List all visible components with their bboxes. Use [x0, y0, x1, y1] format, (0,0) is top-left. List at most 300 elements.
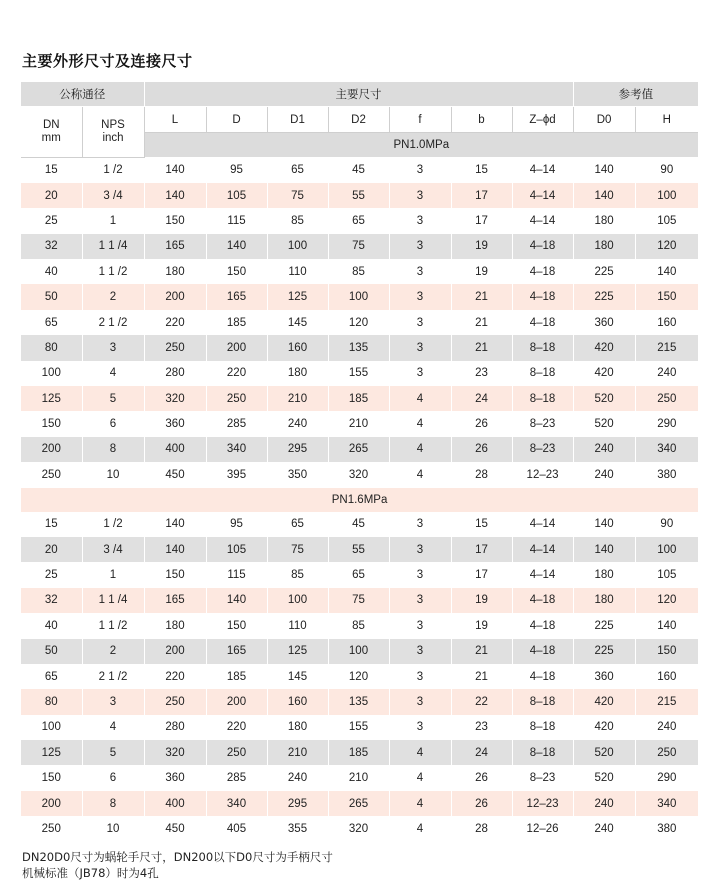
header-nps-label: NPS [101, 118, 125, 131]
table-cell: 15 [451, 157, 512, 183]
table-cell: 150 [635, 284, 698, 309]
table-cell: 380 [635, 816, 698, 841]
note-line: DN20D0尺寸为蜗轮手尺寸，DN200以下D0尺寸为手柄尺寸 [22, 850, 333, 864]
table-cell: 2 1 /2 [82, 664, 144, 689]
table-row [21, 639, 698, 664]
table-cell: 140 [573, 512, 635, 537]
table-cell: 12–26 [512, 816, 573, 841]
table-cell: 3 [389, 208, 451, 233]
table-cell: 6 [82, 411, 144, 436]
table-cell: 215 [635, 689, 698, 714]
table-cell: 75 [328, 234, 389, 259]
table-cell: 28 [451, 462, 512, 487]
table-cell: 210 [328, 411, 389, 436]
table-row [21, 259, 698, 284]
table-cell: 185 [328, 386, 389, 411]
table-cell: 25 [21, 208, 82, 233]
table-cell: 120 [328, 310, 389, 335]
table-cell: 400 [144, 791, 206, 816]
table-cell: 3 [389, 664, 451, 689]
table-cell: 4–18 [512, 639, 573, 664]
table-cell: 25 [21, 562, 82, 587]
table-cell: 240 [635, 715, 698, 740]
table-cell: 250 [635, 386, 698, 411]
table-cell: 4–14 [512, 183, 573, 208]
table-cell: 19 [451, 259, 512, 284]
table-cell: 4 [82, 361, 144, 386]
table-cell: 23 [451, 715, 512, 740]
table-cell: 450 [144, 816, 206, 841]
table-cell: 1 1 /4 [82, 588, 144, 613]
table-cell: 1 1 /2 [82, 613, 144, 638]
table-cell: 3 [389, 335, 451, 360]
table-cell: 150 [206, 259, 267, 284]
table-cell: 240 [267, 765, 328, 790]
table-cell: 350 [267, 462, 328, 487]
table-row [21, 437, 698, 462]
table-cell: 12–23 [512, 462, 573, 487]
table-cell: 20 [21, 537, 82, 562]
note-line: 机械标准（JB78）时为4孔 [22, 866, 159, 880]
header-col-l: L [144, 107, 206, 133]
table-cell: 85 [328, 259, 389, 284]
table-cell: 340 [206, 791, 267, 816]
table-cell: 155 [328, 361, 389, 386]
table-cell: 12–23 [512, 791, 573, 816]
table-cell: 160 [267, 335, 328, 360]
table-cell: 3 [389, 157, 451, 183]
table-cell: 320 [328, 462, 389, 487]
table-cell: 250 [635, 740, 698, 765]
table-cell: 55 [328, 183, 389, 208]
table-cell: 3 [389, 689, 451, 714]
table-cell: 4–18 [512, 284, 573, 309]
table-cell: 180 [144, 613, 206, 638]
table-cell: 8–23 [512, 765, 573, 790]
table-cell: 90 [635, 157, 698, 183]
header-nps [82, 107, 144, 158]
table-cell: 220 [206, 715, 267, 740]
table-cell: 280 [144, 715, 206, 740]
table-cell: 8–18 [512, 361, 573, 386]
header-nps-unit: inch [102, 131, 124, 144]
table-row [21, 791, 698, 816]
table-cell: 3 [389, 361, 451, 386]
table-cell: 265 [328, 437, 389, 462]
table-cell: 120 [635, 234, 698, 259]
table-cell: 125 [21, 740, 82, 765]
table-cell: 40 [21, 613, 82, 638]
header-col-d0: D0 [573, 107, 635, 133]
table-cell: 32 [21, 588, 82, 613]
header-nominal-diameter: 公称通径 [21, 82, 144, 107]
table-cell: 26 [451, 765, 512, 790]
table-cell: 5 [82, 386, 144, 411]
table-cell: 360 [573, 310, 635, 335]
table-cell: 150 [21, 411, 82, 436]
table-cell: 355 [267, 816, 328, 841]
table-cell: 225 [573, 259, 635, 284]
table-cell: 45 [328, 157, 389, 183]
table-cell: 320 [144, 740, 206, 765]
table-cell: 3 [389, 715, 451, 740]
table-cell: 420 [573, 715, 635, 740]
table-cell: 140 [635, 613, 698, 638]
table-row [21, 512, 698, 537]
table-cell: 8 [82, 437, 144, 462]
table-cell: 105 [206, 183, 267, 208]
table-cell: 220 [206, 361, 267, 386]
table-cell: 15 [451, 512, 512, 537]
table-cell: 23 [451, 361, 512, 386]
table-cell: 240 [573, 816, 635, 841]
table-cell: 140 [635, 259, 698, 284]
table-cell: 55 [328, 537, 389, 562]
table-cell: 3 [389, 613, 451, 638]
table-cell: 290 [635, 411, 698, 436]
table-cell: 105 [635, 208, 698, 233]
table-row [21, 310, 698, 335]
table-cell: 2 [82, 639, 144, 664]
table-cell: 28 [451, 816, 512, 841]
table-cell: 100 [328, 284, 389, 309]
table-row [21, 613, 698, 638]
table-cell: 15 [21, 157, 82, 183]
header-col-d2: D2 [328, 107, 389, 133]
table-cell: 6 [82, 765, 144, 790]
dimension-table [21, 82, 698, 842]
table-cell: 4 [389, 791, 451, 816]
table-cell: 140 [206, 234, 267, 259]
header-col-d1: D1 [267, 107, 328, 133]
table-cell: 180 [573, 588, 635, 613]
table-row [21, 562, 698, 587]
table-cell: 3 /4 [82, 183, 144, 208]
header-col-d: D [206, 107, 267, 133]
table-cell: 32 [21, 234, 82, 259]
table-cell: 4–18 [512, 259, 573, 284]
table-cell: 125 [21, 386, 82, 411]
table-cell: 265 [328, 791, 389, 816]
table-cell: 420 [573, 335, 635, 360]
table-cell: 295 [267, 437, 328, 462]
table-cell: 180 [573, 234, 635, 259]
table-cell: 8–23 [512, 437, 573, 462]
table-cell: 115 [206, 208, 267, 233]
table-cell: 240 [267, 411, 328, 436]
table-cell: 120 [635, 588, 698, 613]
table-cell: 200 [144, 639, 206, 664]
section-label-pn16: PN1.6MPa [21, 488, 698, 512]
table-cell: 20 [21, 183, 82, 208]
table-cell: 280 [144, 361, 206, 386]
table-cell: 180 [267, 361, 328, 386]
table-cell: 140 [144, 157, 206, 183]
table-cell: 65 [21, 310, 82, 335]
table-cell: 4 [82, 715, 144, 740]
table-cell: 200 [206, 689, 267, 714]
table-cell: 450 [144, 462, 206, 487]
header-reference-values: 参考值 [573, 82, 698, 107]
table-cell: 1 /2 [82, 157, 144, 183]
table-row [21, 816, 698, 841]
table-cell: 140 [144, 183, 206, 208]
table-cell: 290 [635, 765, 698, 790]
table-row [21, 284, 698, 309]
table-cell: 2 1 /2 [82, 310, 144, 335]
table-cell: 180 [573, 562, 635, 587]
table-cell: 250 [206, 386, 267, 411]
section-pn16-body [21, 512, 698, 842]
table-cell: 250 [144, 689, 206, 714]
table-cell: 65 [328, 208, 389, 233]
table-cell: 395 [206, 462, 267, 487]
table-cell: 285 [206, 765, 267, 790]
header-dn-label: DN [42, 118, 60, 131]
table-cell: 1 1 /2 [82, 259, 144, 284]
table-cell: 400 [144, 437, 206, 462]
header-dn-unit: mm [41, 131, 61, 144]
table-cell: 285 [206, 411, 267, 436]
table-cell: 380 [635, 462, 698, 487]
table-cell: 105 [635, 562, 698, 587]
table-cell: 3 [389, 259, 451, 284]
table-cell: 45 [328, 512, 389, 537]
table-row [21, 335, 698, 360]
table-row [21, 234, 698, 259]
table-cell: 4–18 [512, 613, 573, 638]
table-cell: 240 [573, 791, 635, 816]
table-cell: 8–18 [512, 740, 573, 765]
table-cell: 320 [144, 386, 206, 411]
table-cell: 19 [451, 234, 512, 259]
table-cell: 250 [21, 462, 82, 487]
table-cell: 8–18 [512, 386, 573, 411]
table-cell: 100 [635, 537, 698, 562]
table-cell: 100 [21, 361, 82, 386]
table-cell: 4 [389, 816, 451, 841]
table-cell: 65 [328, 562, 389, 587]
table-cell: 75 [267, 537, 328, 562]
table-cell: 4–14 [512, 562, 573, 587]
table-cell: 140 [573, 157, 635, 183]
table-cell: 150 [21, 765, 82, 790]
table-cell: 2 [82, 284, 144, 309]
table-cell: 240 [573, 437, 635, 462]
table-cell: 220 [144, 310, 206, 335]
table-cell: 22 [451, 689, 512, 714]
table-cell: 3 [389, 639, 451, 664]
table-cell: 4 [389, 765, 451, 790]
table-cell: 24 [451, 386, 512, 411]
table-cell: 95 [206, 512, 267, 537]
table-cell: 180 [573, 208, 635, 233]
table-cell: 250 [144, 335, 206, 360]
table-row [21, 157, 698, 183]
table-cell: 520 [573, 411, 635, 436]
table-cell: 85 [267, 562, 328, 587]
table-cell: 4–18 [512, 664, 573, 689]
table-cell: 140 [144, 512, 206, 537]
table-cell: 225 [573, 613, 635, 638]
header-col-b: b [451, 107, 512, 133]
table-cell: 250 [21, 816, 82, 841]
table-cell: 26 [451, 791, 512, 816]
table-cell: 80 [21, 689, 82, 714]
table-cell: 200 [144, 284, 206, 309]
table-cell: 8–18 [512, 715, 573, 740]
table-cell: 4 [389, 740, 451, 765]
table-cell: 4–14 [512, 157, 573, 183]
table-cell: 4–14 [512, 537, 573, 562]
table-cell: 26 [451, 437, 512, 462]
table-cell: 3 [389, 183, 451, 208]
table-cell: 95 [206, 157, 267, 183]
table-cell: 3 [389, 234, 451, 259]
table-cell: 240 [635, 361, 698, 386]
table-cell: 100 [328, 639, 389, 664]
table-cell: 3 [389, 588, 451, 613]
table-cell: 17 [451, 183, 512, 208]
table-cell: 100 [635, 183, 698, 208]
table-cell: 75 [328, 588, 389, 613]
table-cell: 140 [144, 537, 206, 562]
table-cell: 4 [389, 411, 451, 436]
table-cell: 50 [21, 639, 82, 664]
table-cell: 180 [144, 259, 206, 284]
table-cell: 135 [328, 689, 389, 714]
table-row [21, 664, 698, 689]
table-cell: 320 [328, 816, 389, 841]
table-cell: 19 [451, 613, 512, 638]
table-cell: 145 [267, 664, 328, 689]
table-cell: 520 [573, 386, 635, 411]
header-col-z-phi-d: Z–ϕd [512, 107, 573, 133]
table-cell: 1 [82, 562, 144, 587]
table-cell: 3 [389, 562, 451, 587]
table-cell: 24 [451, 740, 512, 765]
table-cell: 4–18 [512, 310, 573, 335]
table-cell: 210 [267, 740, 328, 765]
table-cell: 4 [389, 386, 451, 411]
table-cell: 3 [389, 537, 451, 562]
table-cell: 220 [144, 664, 206, 689]
header-dn [21, 107, 82, 158]
table-cell: 21 [451, 310, 512, 335]
table-cell: 3 [389, 284, 451, 309]
table-row [21, 588, 698, 613]
table-row [21, 765, 698, 790]
table-cell: 165 [206, 284, 267, 309]
table-cell: 150 [144, 208, 206, 233]
table-cell: 340 [635, 791, 698, 816]
table-cell: 90 [635, 512, 698, 537]
table-cell: 340 [635, 437, 698, 462]
table-cell: 85 [267, 208, 328, 233]
table-cell: 160 [635, 310, 698, 335]
table-cell: 80 [21, 335, 82, 360]
table-cell: 4–18 [512, 588, 573, 613]
table-cell: 65 [21, 664, 82, 689]
table-cell: 21 [451, 664, 512, 689]
table-cell: 5 [82, 740, 144, 765]
table-cell: 1 /2 [82, 512, 144, 537]
table-cell: 4–14 [512, 512, 573, 537]
table-cell: 75 [267, 183, 328, 208]
table-row [21, 411, 698, 436]
table-cell: 185 [328, 740, 389, 765]
table-cell: 295 [267, 791, 328, 816]
table-cell: 210 [328, 765, 389, 790]
table-cell: 15 [21, 512, 82, 537]
table-cell: 420 [573, 361, 635, 386]
table-row [21, 361, 698, 386]
table-cell: 360 [144, 411, 206, 436]
section-label-pn10: PN1.0MPa [144, 133, 698, 158]
table-row [21, 386, 698, 411]
table-cell: 520 [573, 765, 635, 790]
table-cell: 110 [267, 259, 328, 284]
table-cell: 4 [389, 462, 451, 487]
table-cell: 520 [573, 740, 635, 765]
table-cell: 200 [21, 437, 82, 462]
table-cell: 85 [328, 613, 389, 638]
table-cell: 21 [451, 335, 512, 360]
table-cell: 360 [144, 765, 206, 790]
table-cell: 65 [267, 512, 328, 537]
table-cell: 240 [573, 462, 635, 487]
table-cell: 100 [267, 588, 328, 613]
table-cell: 21 [451, 284, 512, 309]
table-cell: 17 [451, 537, 512, 562]
table-cell: 10 [82, 462, 144, 487]
table-cell: 8 [82, 791, 144, 816]
table-cell: 200 [206, 335, 267, 360]
table-cell: 1 1 /4 [82, 234, 144, 259]
table-cell: 250 [206, 740, 267, 765]
table-row [21, 740, 698, 765]
table-row [21, 689, 698, 714]
section-divider [21, 488, 698, 512]
table-cell: 125 [267, 284, 328, 309]
table-cell: 140 [206, 588, 267, 613]
table-cell: 185 [206, 310, 267, 335]
table-cell: 420 [573, 689, 635, 714]
table-cell: 165 [206, 639, 267, 664]
table-cell: 17 [451, 208, 512, 233]
table-cell: 40 [21, 259, 82, 284]
page-title: 主要外形尺寸及连接尺寸 [22, 52, 193, 70]
table-cell: 110 [267, 613, 328, 638]
table-cell: 8–23 [512, 411, 573, 436]
header-main-dimensions: 主要尺寸 [144, 82, 573, 107]
notes [22, 849, 333, 881]
table-cell: 125 [267, 639, 328, 664]
table-cell: 65 [267, 157, 328, 183]
table-cell: 140 [573, 183, 635, 208]
table-cell: 165 [144, 588, 206, 613]
table-cell: 150 [635, 639, 698, 664]
table-row [21, 208, 698, 233]
table-cell: 150 [206, 613, 267, 638]
table-cell: 3 /4 [82, 537, 144, 562]
table-cell: 115 [206, 562, 267, 587]
table-cell: 8–18 [512, 689, 573, 714]
table-cell: 19 [451, 588, 512, 613]
table-cell: 105 [206, 537, 267, 562]
table-cell: 3 [389, 512, 451, 537]
table-cell: 215 [635, 335, 698, 360]
